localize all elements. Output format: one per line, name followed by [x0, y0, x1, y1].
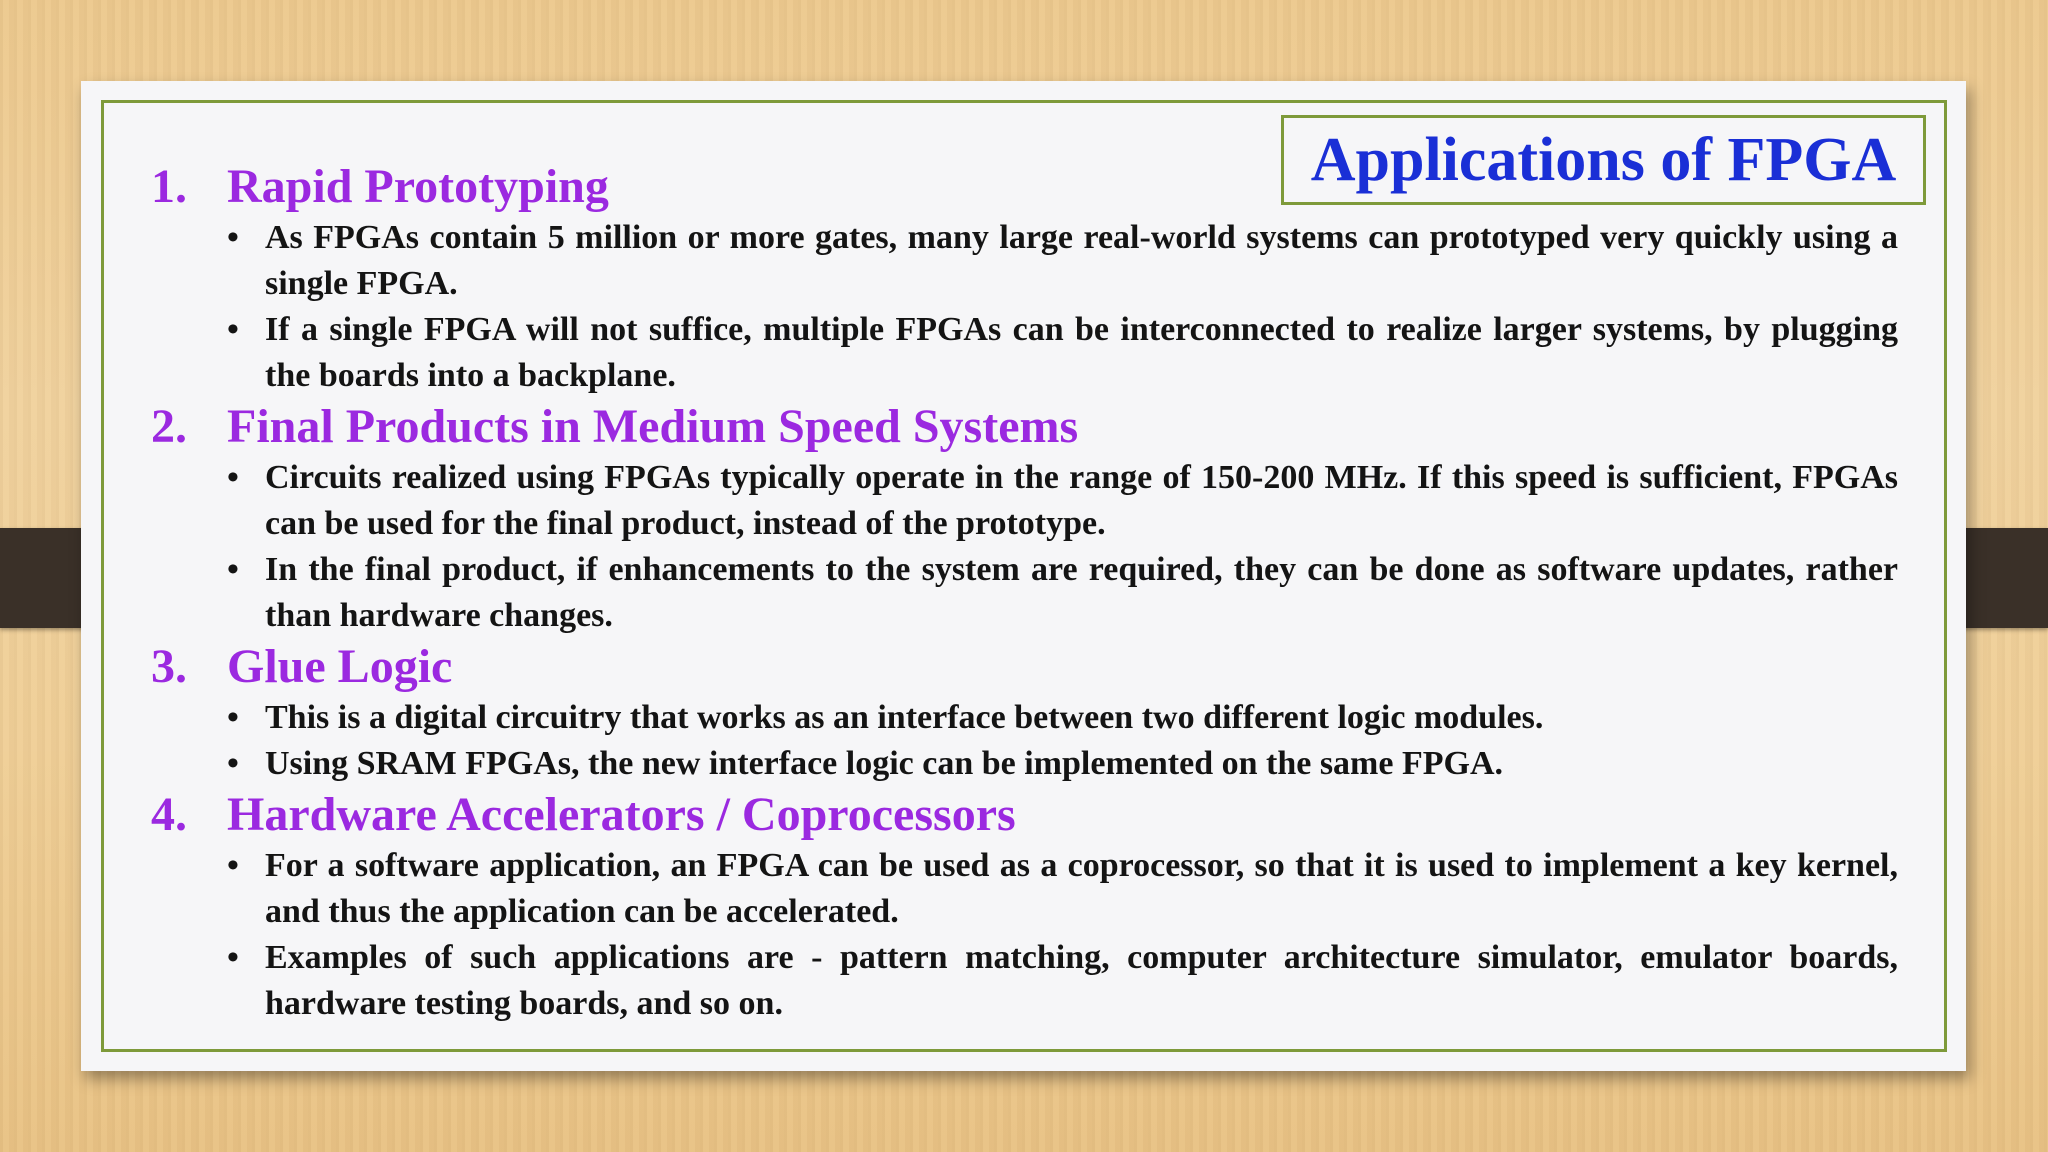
- slide-content: [151, 159, 1898, 1027]
- bullet-icon: •: [227, 699, 239, 736]
- bullet-list: [151, 843, 1898, 1027]
- section-number: 3.: [151, 640, 187, 693]
- section-number: 2.: [151, 400, 187, 453]
- section-heading: [151, 787, 1898, 843]
- bullet-text: Circuits realized using FPGAs typically operate in the range of 150-200 MHz. If this speed is sufficient, FPGAs can be used for the final product, instead of the prototype.: [265, 459, 1898, 542]
- section-number: 4.: [151, 788, 187, 841]
- bullet-icon: •: [227, 219, 239, 256]
- section-title: Rapid Prototyping: [227, 160, 609, 213]
- section-heading: [151, 159, 1898, 215]
- bullet-list: [151, 695, 1898, 787]
- bullet-icon: •: [227, 311, 239, 348]
- slide-card: [81, 81, 1966, 1071]
- bullet-item: [227, 455, 1898, 547]
- bullet-text: For a software application, an FPGA can be used as a coprocessor, so that it is used to implement a key kernel, and thus the application can be accelerated.: [265, 847, 1898, 930]
- bullet-text: If a single FPGA will not suffice, multiple FPGAs can be interconnected to realize larger systems, by plugging the boards into a backplane.: [265, 311, 1898, 394]
- bullet-item: [227, 547, 1898, 639]
- bullet-icon: •: [227, 551, 239, 588]
- bullet-icon: •: [227, 847, 239, 884]
- bullet-icon: •: [227, 745, 239, 782]
- bullet-item: [227, 843, 1898, 935]
- bullet-text: This is a digital circuitry that works as an interface between two different logic modules.: [265, 699, 1544, 736]
- slide-title: Applications of FPGA: [1310, 125, 1897, 194]
- bullet-text: As FPGAs contain 5 million or more gates, many large real-world systems can prototyped very quickly using a single FPGA.: [265, 219, 1898, 302]
- section-number: 1.: [151, 160, 187, 213]
- bullet-item: [227, 935, 1898, 1027]
- bullet-text: Using SRAM FPGAs, the new interface logic can be implemented on the same FPGA.: [265, 745, 1504, 782]
- bullet-list: [151, 215, 1898, 399]
- section-title: Glue Logic: [227, 640, 453, 693]
- bullet-list: [151, 455, 1898, 639]
- section-heading: [151, 399, 1898, 455]
- section-title: Hardware Accelerators / Coprocessors: [227, 788, 1016, 841]
- bullet-item: [227, 215, 1898, 307]
- bullet-item: [227, 741, 1898, 787]
- section-final-products: [151, 399, 1898, 639]
- bullet-text: Examples of such applications are - pattern matching, computer architecture simulator, emulator boards, hardware testing boards, and so on.: [265, 939, 1898, 1022]
- section-rapid-prototyping: [151, 159, 1898, 399]
- section-glue-logic: [151, 639, 1898, 787]
- section-heading: [151, 639, 1898, 695]
- bullet-icon: •: [227, 459, 239, 496]
- section-hardware-accelerators: [151, 787, 1898, 1027]
- bullet-icon: •: [227, 939, 239, 976]
- section-title: Final Products in Medium Speed Systems: [227, 400, 1079, 453]
- bullet-text: In the final product, if enhancements to the system are required, they can be done as software updates, rather than hardware changes.: [265, 551, 1898, 634]
- bullet-item: [227, 307, 1898, 399]
- bullet-item: [227, 695, 1898, 741]
